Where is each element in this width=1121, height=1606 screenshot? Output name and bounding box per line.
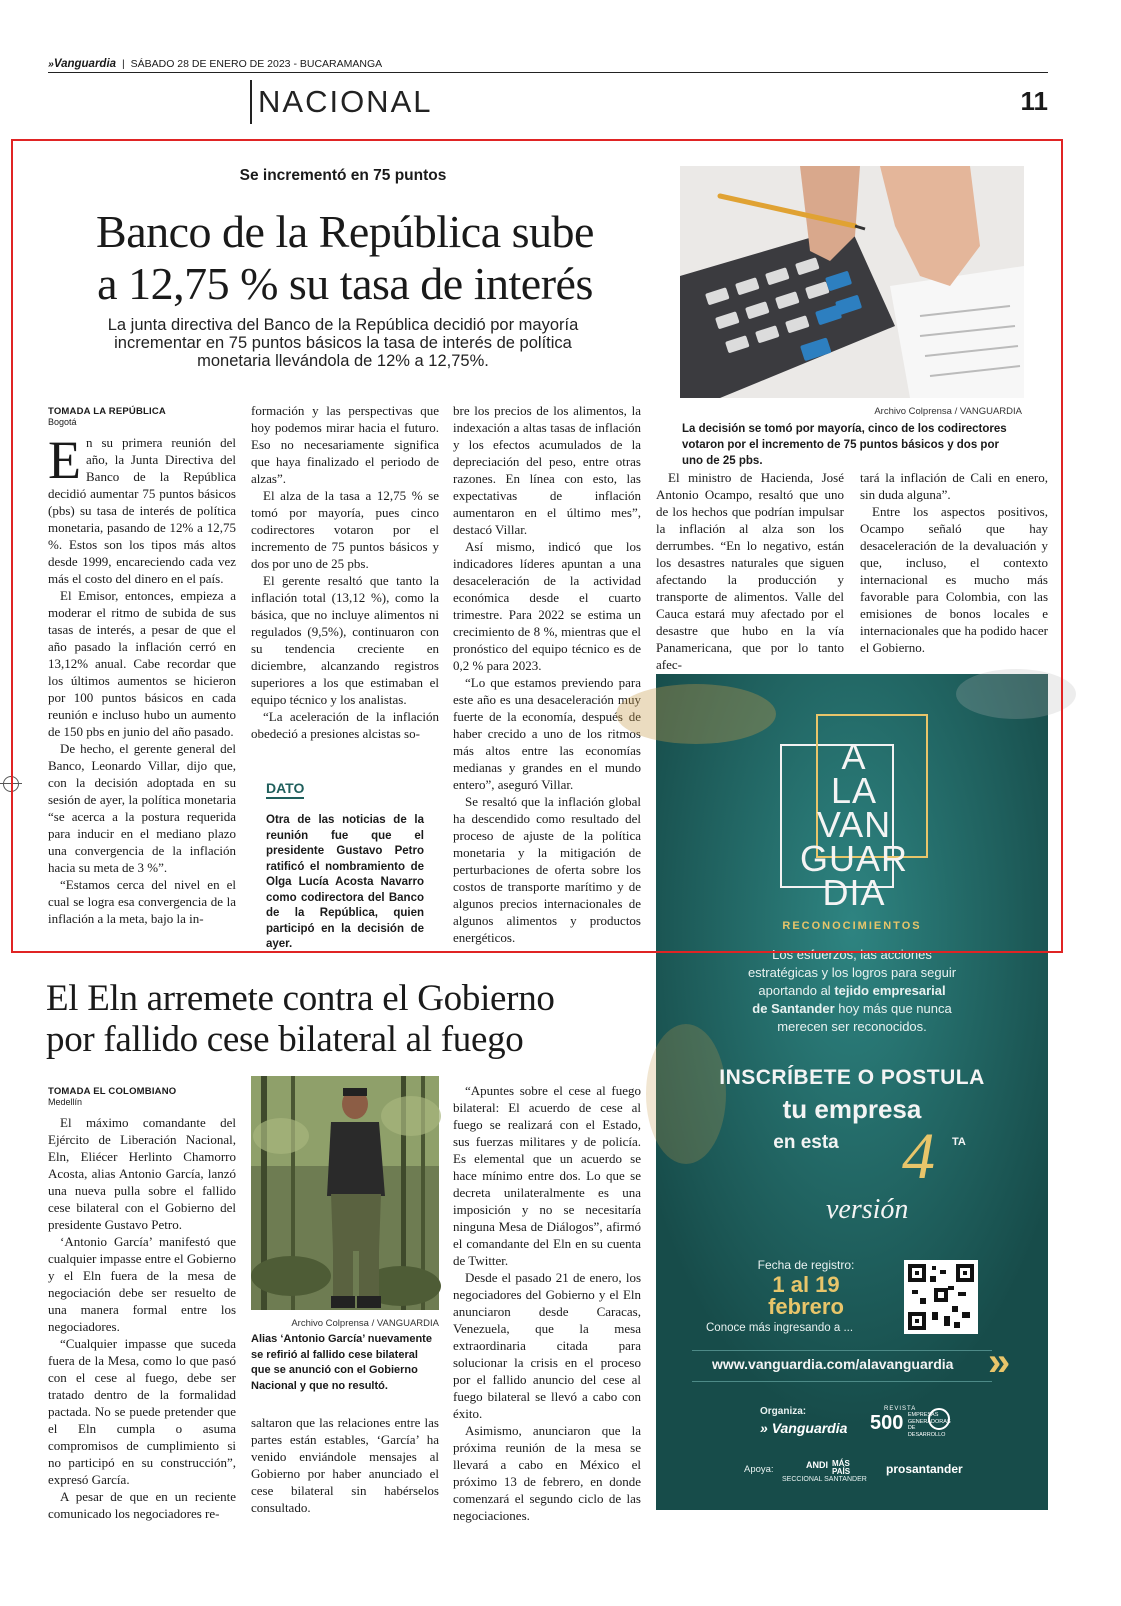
- paragraph: En su primera reunión del año, la Junta Directiva del Banco de la República decidió aumentar 75 puntos básicos (pbs) su tasa de interés de política monetaria, pasando de 12% a 12,75 %. Estos son los tipos más altos desde 1999, encareciendo cada vez más el costo del dinero en el país.: [48, 430, 236, 586]
- dato-text: Otra de las noticias de la reunión fue que el presidente Gustavo Petro ratificó el nombramiento de Olga Lucía Acosta Navarro como codirectora del Banco de la República, quien participó en la decisión de ayer.: [266, 814, 424, 950]
- double-chevron-icon: »: [988, 1340, 1011, 1384]
- revista-globe-icon: [928, 1408, 950, 1430]
- article1-photo-caption: La decisión se tomó por mayoría, cinco de los codirectores votaron por el incremento de 75 puntos básicos y dos por uno de 25 pbs.: [682, 423, 1007, 467]
- paragraph: “Lo que estamos previendo para este año es una desaceleración muy fuerte de la economía, después de haber crecido a uno de los ritmos más altos entre las economías medianas y grandes en el mundo entero”, aseguró Villar.: [453, 675, 641, 792]
- ad-reg-label: Fecha de registro:: [757, 1258, 855, 1272]
- ad-andi: ANDI: [806, 1460, 828, 1470]
- ad-more-info: Conoce más ingresando a ...: [706, 1322, 854, 1334]
- ad-reg-dates: 1 al 19 febrero: [768, 1272, 844, 1319]
- paragraph: El ministro de Hacienda, José Antonio Ocampo, resaltó que uno de los hechos que podrían impulsar la inflación al alza son los derrumbes. “En lo negativo, están los desastres naturales que siguen afectando la producción y transporte de alimentos. Valle del Cauca estará muy afectado por el desastre que hubo en la vía Panamericana, que por lo tanto afec-: [656, 470, 844, 672]
- byline-city: Medellín: [48, 1097, 83, 1107]
- paragraph: El gerente resaltó que tanto la inflación total (13,12 %), como la básica, que no incluye alimentos ni regulados (9,5%), continuaron con su tendencia creciente en diciembre, alcanzando registros superiores a los que estimaban el equipo técnico y los analistas.: [251, 573, 439, 707]
- paragraph: El máximo comandante del Ejército de Liberación Nacional, Eln, Eliécer Herlinto Chamorro Acosta, alias Antonio García, lanzó una nueva pulla sobre el fallido cese bilateral con el Gobierno del presidente Gustavo Petro.: [48, 1115, 236, 1232]
- ad-edition-number: 4: [902, 1120, 935, 1193]
- paragraph: Se resaltó que la inflación global ha descendido como resultado del proceso de ajuste de la política monetaria y la mitigación de perturbaciones de oferta sobre los costos de transporte marítimo y de algunos precios internacionales de algunos alimentos y productos energéticos.: [453, 794, 641, 945]
- article2-column-2: [251, 1414, 439, 1514]
- paragraph: Entre los aspectos positivos, Ocampo señaló que hay desaceleración de la devaluación y que, incluso, el contexto internacional es mucho más favorable para Colombia, con las emisiones de bonos locales e internacionales que ha podido hacer el Gobierno.: [860, 504, 1048, 655]
- paragraph: Asimismo, anunciaron que la próxima reunión de la mesa se llevará a cabo en México el próximo 13 de febrero, en donde comenzará el segundo ciclo de las negociaciones.: [453, 1423, 641, 1523]
- forest-portrait-illustration: [251, 1076, 439, 1310]
- deck-line: La junta directiva del Banco de la República decidió por mayoría: [107, 316, 579, 334]
- article1-byline-block: [48, 406, 238, 427]
- paragraph: formación y las perspectivas que hoy podemos mirar hacia el futuro. Eso no necesariamente significa que haya finalizado el periodo de alzas”.: [251, 403, 439, 486]
- paragraph: “Cualquier impasse que suceda fuera de la Mesa, como lo que pasó con el cese al fuego, debe ser tratado dentro de la formalidad pactada. No se puede pretender que el Eln cumpla o asuma compromisos de cumplimiento si no participó en su construcción”, expresó García.: [48, 1336, 236, 1487]
- calculator-illustration: [680, 166, 1024, 398]
- registration-mark-icon: [3, 776, 19, 792]
- article1-column-3: [453, 402, 641, 950]
- ad-prosantander: prosantander: [886, 1462, 963, 1476]
- paragraph: El alza de la tasa a 12,75 % se tomó por mayoría, pues cinco codirectores votaron por el incremento de 75 puntos básicos y dos por uno de 25 pbs.: [251, 488, 439, 571]
- paragraph: ‘Antonio García’ manifestó que cualquier impasse entre el Gobierno y el Eln fuera de la mesa de negociación debe ser resuelto de una manera formal entre los negociadores.: [48, 1234, 236, 1334]
- headline-line: a 12,75 % su tasa de interés: [97, 258, 593, 309]
- article2-photo-credit: Archivo Colprensa / VANGUARDIA: [291, 1318, 439, 1329]
- ad-intro-text: Los esfuerzos, las acciones estratégicas y los logros para seguir aportando al tejido empresarial de Santander hoy más que nunca merecen ser reconocidos.: [747, 947, 957, 1034]
- ad-cta-line3: en esta: [773, 1132, 839, 1153]
- byline: TOMADA LA REPÚBLICA: [48, 406, 166, 417]
- article2-photo-caption: Alias ‘Antonio García’ nuevamente se refirió al fallido cese bilateral que se anunció con el Gobierno Nacional y que no resultó.: [251, 1333, 432, 1392]
- paragraph: tará la inflación de Cali en enero, sin duda alguna”.: [860, 470, 1048, 502]
- paragraph: bre los precios de los alimentos, la indexación a altas tasas de inflación y los efectos acumulados de la depreciación del peso, entre otras razones. En línea con esto, las expectativas de inflación aumentaron en el último mes”, destacó Villar.: [453, 403, 641, 537]
- ad-url[interactable]: www.vanguardia.com/alavanguardia: [712, 1356, 954, 1372]
- deck-line: monetaria llevándola de 12% a 12,75%.: [197, 352, 489, 370]
- ad-apoya-label: Apoya:: [744, 1464, 774, 1475]
- article2-byline-block: [48, 1086, 238, 1107]
- paragraph: Así mismo, indicó que los indicadores líderes apuntan a una desaceleración de la actividad económica desde el cuarto trimestre. Para 2022 se estima un crecimiento de 8 %, mientras que el pronóstico del equipo técnico es de 0,2 % para 2023.: [453, 539, 641, 673]
- paragraph: El Emisor, entonces, empieza a moderar el ritmo de subida de sus tasas de interés, a pesar de que el año pasado la inflación cerró en 13,12% anual. Cabe recordar que los últimos aumentos se hicieron por 100 puntos básicos en cada reunión e incluso hubo un aumento de 150 pbs en junio del año pasado.: [48, 588, 236, 739]
- article1-column-2: [251, 402, 439, 742]
- ad-organiza-label: Organiza:: [760, 1406, 807, 1417]
- article2-column-1: [48, 1114, 236, 1521]
- paragraph: A pesar de que en un reciente comunicado los negociadores re-: [48, 1489, 236, 1521]
- ad-seccional: SECCIONAL SANTANDER: [782, 1476, 867, 1483]
- article1-kicker: Se incrementó en 75 puntos: [239, 167, 447, 184]
- ad-url-bar[interactable]: [692, 1350, 992, 1382]
- deck-line: incrementar en 75 puntos básicos la tasa de interés de política: [114, 334, 572, 352]
- article1-photo-credit: Archivo Colprensa / VANGUARDIA: [874, 406, 1022, 417]
- advertisement[interactable]: [656, 674, 1048, 1510]
- ad-cta-line1: INSCRÍBETE O POSTULA: [719, 1066, 985, 1089]
- byline-city: Bogotá: [48, 417, 77, 427]
- qr-code-icon[interactable]: [904, 1260, 978, 1334]
- ad-mas-pais: MÁS PAÍS: [832, 1459, 851, 1476]
- masthead-brand: Vanguardia: [53, 58, 117, 70]
- page-number: 11: [1020, 86, 1048, 116]
- headline-line: Banco de la República sube: [96, 206, 594, 257]
- paragraph: “Apuntes sobre el cese al fuego bilateral: El acuerdo de cese al fuego se realizará con el Estado, sus fuerzas militares y de policía. Es elemental que un acuerdo se hace mínimo entre dos. Lo que se decreta unilateralmente es una imposición y no se necesitaría ninguna Mesa de Diálogos”, afirmó el comandante del Eln en su cuenta de Twitter.: [453, 1083, 641, 1268]
- ad-revista: REVISTA 500 EMPRESAS GENERADORAS DE DESARROLLO: [870, 1406, 951, 1438]
- ad-edition-suffix: TA: [952, 1136, 966, 1148]
- article1-column-5: [860, 469, 1048, 659]
- brand-chevron-icon: »: [48, 58, 54, 70]
- article2-column-3: [453, 1082, 641, 1523]
- article2-headline: [46, 978, 646, 1060]
- byline: TOMADA EL COLOMBIANO: [48, 1086, 177, 1097]
- ad-organiza-brand: » Vanguardia: [760, 1420, 848, 1436]
- headline-line: por fallido cese bilateral al fuego: [46, 1019, 524, 1060]
- registration-mark-line: [0, 783, 22, 784]
- masthead-date-city: SÁBADO 28 DE ENERO DE 2023 - BUCARAMANGA: [130, 58, 383, 70]
- paragraph: “Estamos cerca del nivel en el cual se logra esa convergencia de la inflación a la meta, bajo la in-: [48, 877, 236, 926]
- paragraph: “La aceleración de la inflación obedeció a presiones alcistas so-: [251, 709, 439, 741]
- ad-cta-line2: tu empresa: [782, 1094, 922, 1124]
- calculator-photo: [680, 166, 1024, 398]
- article1-headline: [40, 206, 650, 310]
- dato-box: [266, 780, 424, 953]
- masthead-rule: [48, 72, 1048, 73]
- masthead: »Vanguardia | SÁBADO 28 DE ENERO DE 2023 - BUCARAMANGA: [48, 58, 383, 70]
- eln-commander-photo: [251, 1076, 439, 1310]
- drop-cap: E: [48, 430, 81, 490]
- brand-chevron-icon: »: [760, 1420, 772, 1436]
- paragraph: Desde el pasado 21 de enero, los negociadores del Gobierno y el Eln anunciaron desde Caracas, Venezuela, que la mesa extraordinaria citada para solucionar la crisis en el proceso por el fallido anuncio del cese al fuego bilateral se llevó a cabo con éxito.: [453, 1270, 641, 1421]
- dato-title: DATO: [266, 780, 304, 799]
- article1-column-1: [48, 430, 236, 950]
- ad-logo: A LA VAN GUAR DIA: [799, 736, 908, 913]
- article1-column-4: [656, 469, 844, 672]
- headline-line: El Eln arremete contra el Gobierno: [46, 978, 555, 1019]
- paragraph: De hecho, el gerente general del Banco, Leonardo Villar, dijo que, con la decisión adoptada en su sesión de ayer, la política monetaria “se acerca a la postura requerida para inducir en el mediano plazo una convergencia de la inflación hacia su meta de 3 %”.: [48, 741, 236, 875]
- section-title: NACIONAL: [258, 84, 433, 119]
- paragraph: saltaron que las relaciones entre las partes están estables, ‘García’ ha venido enviándole mensajes al Gobierno por haber anunciado el cese bilateral sin habérselos consultado.: [251, 1415, 439, 1515]
- ad-recognitions: RECONOCIMIENTOS: [782, 920, 922, 932]
- ad-edition-word: versión: [826, 1194, 909, 1225]
- article1-deck: [48, 316, 638, 370]
- section-divider: [250, 80, 252, 124]
